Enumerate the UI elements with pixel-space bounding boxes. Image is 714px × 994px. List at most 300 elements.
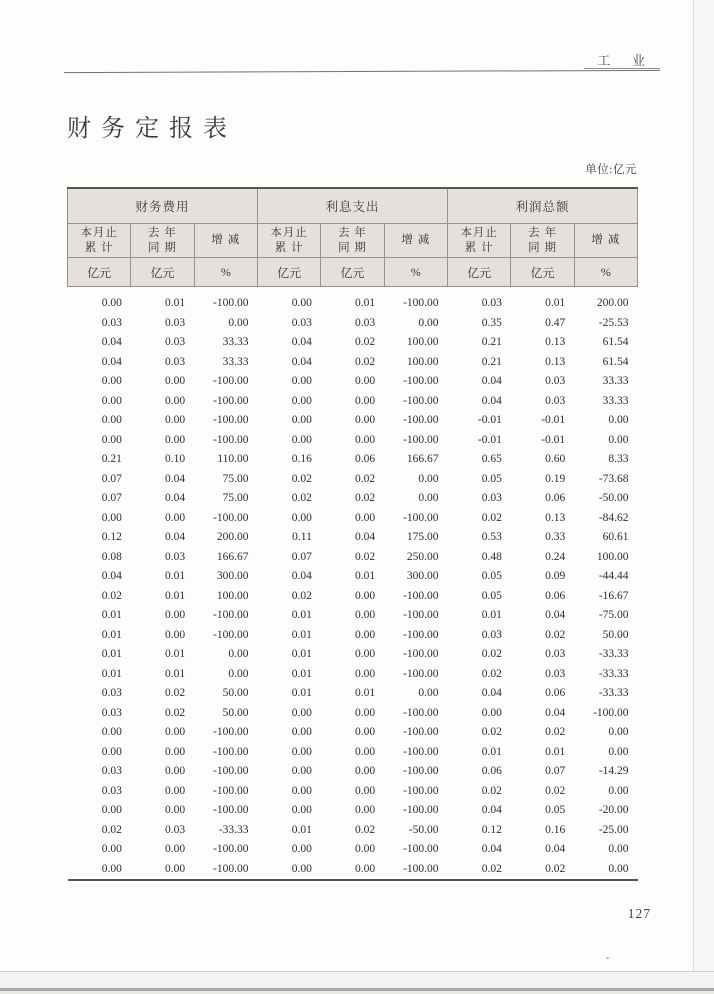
table-cell: 0.00 <box>291 297 312 309</box>
table-row <box>68 665 638 685</box>
table-cell: -100.00 <box>213 862 249 875</box>
column-group-total-profit: 利润总额 <box>448 188 638 224</box>
table-row <box>68 431 638 451</box>
table-cell: 0.01 <box>165 648 186 660</box>
table-cell: 0.02 <box>355 492 376 504</box>
table-cell: 0.02 <box>101 823 122 836</box>
table-body <box>68 287 638 881</box>
table-cell: 0.03 <box>545 375 566 387</box>
table-cell: 0.02 <box>355 472 376 485</box>
table-cell: 0.02 <box>355 355 376 368</box>
table-cell: 0.03 <box>545 394 566 407</box>
sub-header-row <box>68 224 638 258</box>
table-cell: 0.04 <box>101 570 122 582</box>
table-cell: -50.00 <box>408 823 439 836</box>
column-header-change: 增 减 <box>384 224 447 258</box>
table-cell: -100.00 <box>403 511 439 524</box>
table-cell: 0.02 <box>545 726 566 738</box>
table-cell: -100.00 <box>403 765 439 777</box>
table-cell: 33.33 <box>602 375 629 387</box>
table-row <box>68 392 638 412</box>
table-row <box>68 450 638 470</box>
page-number: 127 <box>627 906 651 921</box>
table-cell: 0.02 <box>165 687 186 699</box>
table-cell: 0.04 <box>291 570 312 582</box>
table-cell: 61.54 <box>602 355 629 368</box>
table-cell: 0.04 <box>165 472 186 485</box>
table-cell: 0.02 <box>545 862 566 875</box>
table-row <box>68 353 638 373</box>
table-cell: 33.33 <box>222 336 249 348</box>
table-cell: 50.00 <box>602 628 629 641</box>
table-row <box>68 509 638 529</box>
table-cell: 0.03 <box>481 492 502 504</box>
table-cell: 0.00 <box>608 414 629 426</box>
column-header-last-year: 去 年 同 期 <box>511 224 574 258</box>
table-cell: -100.00 <box>403 414 439 426</box>
table-cell: 0.00 <box>165 745 186 758</box>
table-cell: 0.19 <box>545 472 566 485</box>
unit-cell: % <box>384 258 447 287</box>
table-cell: 0.05 <box>481 589 502 602</box>
table-cell: 300.00 <box>406 570 439 582</box>
table-cell: -0.01 <box>477 414 502 426</box>
table-cell: 0.00 <box>291 394 312 407</box>
table-cell: 0.03 <box>545 648 566 660</box>
table-cell: 250.00 <box>406 550 439 563</box>
unit-cell: 亿元 <box>448 258 511 287</box>
table-cell: -16.67 <box>598 589 629 602</box>
column-header-cumulative: 本月止 累 计 <box>448 224 511 258</box>
column-group-financial-expenses: 财务费用 <box>68 188 258 224</box>
table-cell: 0.00 <box>291 726 312 738</box>
table-cell: 0.47 <box>545 316 566 329</box>
unit-cell: 亿元 <box>321 258 384 287</box>
table-row <box>68 470 638 490</box>
table-cell: 0.06 <box>355 453 376 465</box>
table-cell: 0.00 <box>101 414 122 426</box>
table-cell: 0.00 <box>291 784 312 797</box>
table-cell: 0.07 <box>291 550 312 563</box>
table-cell: 0.04 <box>481 687 502 699</box>
table-cell: 0.07 <box>101 472 122 485</box>
table-cell: 0.03 <box>165 316 186 329</box>
table-cell: 0.00 <box>355 433 376 446</box>
table-cell: 0.00 <box>418 492 439 504</box>
table-cell: 0.00 <box>101 433 122 446</box>
table-cell: 0.09 <box>545 570 566 582</box>
table-cell: 175.00 <box>406 531 439 543</box>
table-cell: 0.04 <box>101 355 122 368</box>
table-cell: 0.33 <box>545 531 566 543</box>
table-row <box>68 645 638 665</box>
table-cell: 0.01 <box>291 648 312 660</box>
table-cell: 0.01 <box>101 628 122 641</box>
table-cell: -100.00 <box>403 297 439 309</box>
table-cell: 0.10 <box>165 453 186 465</box>
table-cell: 0.01 <box>291 609 312 621</box>
table-cell: -100.00 <box>213 394 249 407</box>
table-cell: 0.00 <box>165 726 186 738</box>
table-cell: -100.00 <box>213 804 249 816</box>
table-cell: 0.00 <box>355 765 376 777</box>
unit-row <box>68 258 638 287</box>
table-cell: -100.00 <box>403 394 439 407</box>
table-cell: -100.00 <box>593 706 629 719</box>
table-cell: 0.01 <box>545 297 566 309</box>
table-cell: 0.01 <box>101 667 122 680</box>
table-cell: 0.01 <box>355 297 376 309</box>
column-header-last-year: 去 年 同 期 <box>321 224 384 258</box>
table-cell: 0.16 <box>291 453 312 465</box>
table-cell: 200.00 <box>596 297 629 309</box>
scan-right-edge-line <box>693 0 694 994</box>
table-cell: 0.01 <box>291 667 312 680</box>
table-cell: -33.33 <box>598 648 629 660</box>
table-cell: -100.00 <box>213 765 249 777</box>
table-row <box>68 548 638 568</box>
table-cell: 0.00 <box>355 745 376 758</box>
table-cell: 110.00 <box>217 453 249 465</box>
table-row <box>68 528 638 548</box>
table-cell: 0.00 <box>355 394 376 407</box>
table-cell: -33.33 <box>598 687 629 699</box>
table-row <box>68 489 638 509</box>
table-cell: 0.00 <box>608 843 629 855</box>
table-cell: 0.00 <box>101 804 122 816</box>
table-cell: 0.00 <box>291 511 312 524</box>
table-cell: 0.02 <box>481 726 502 738</box>
table-cell: 0.00 <box>165 511 186 524</box>
table-cell: 8.33 <box>608 453 629 465</box>
table-cell: 0.05 <box>481 472 502 485</box>
column-header-last-year: 去 年 同 期 <box>131 224 194 258</box>
table-cell: 0.60 <box>545 453 566 465</box>
table-cell: 0.01 <box>481 745 502 758</box>
table-cell: 0.03 <box>355 316 376 329</box>
table-cell: 0.02 <box>291 492 312 504</box>
table-cell: 0.02 <box>481 784 502 797</box>
running-head: 工 业 <box>597 53 654 68</box>
table-cell: 0.04 <box>291 336 312 348</box>
table-cell: 0.00 <box>291 843 312 855</box>
table-cell: 100.00 <box>406 355 439 368</box>
table-cell: -73.68 <box>598 472 629 485</box>
table-cell: 0.00 <box>101 862 122 875</box>
table-cell: 0.03 <box>101 765 122 777</box>
table-cell: -100.00 <box>213 745 249 758</box>
table-cell: 0.00 <box>355 589 376 602</box>
table-cell: 0.00 <box>355 843 376 855</box>
table-cell: 0.03 <box>481 628 502 641</box>
table-row <box>68 801 638 821</box>
table-cell: 0.48 <box>481 550 502 563</box>
table-cell: 0.05 <box>545 804 566 816</box>
table-cell: -100.00 <box>213 433 249 446</box>
column-header-change: 增 减 <box>194 224 257 258</box>
table-row <box>68 762 638 782</box>
table-header <box>68 188 638 287</box>
table-cell: -100.00 <box>403 628 439 641</box>
table-cell: 0.03 <box>165 550 186 563</box>
table-cell: -25.00 <box>598 823 629 836</box>
table-cell: 0.00 <box>291 765 312 777</box>
table-cell: 0.00 <box>228 667 249 680</box>
table-cell: 0.03 <box>165 823 186 836</box>
table-cell: 0.06 <box>481 765 502 777</box>
table-cell: 0.00 <box>291 375 312 387</box>
unit-cell: % <box>194 258 257 287</box>
financial-report-table <box>67 187 638 881</box>
table-cell: -100.00 <box>213 784 249 797</box>
table-row <box>68 587 638 607</box>
table-cell: 0.04 <box>545 843 566 855</box>
table-cell: 0.24 <box>545 550 566 563</box>
table-cell: 0.00 <box>165 609 186 621</box>
table-cell: -100.00 <box>403 745 439 758</box>
table-cell: 0.11 <box>292 531 312 543</box>
table-cell: 0.00 <box>418 687 439 699</box>
table-cell: 0.01 <box>165 589 186 602</box>
header-rule <box>64 70 660 73</box>
table-cell: 0.02 <box>291 472 312 485</box>
table-cell: 0.00 <box>165 433 186 446</box>
table-cell: 0.06 <box>545 589 566 602</box>
table-cell: 0.03 <box>165 355 186 368</box>
table-cell: 0.07 <box>101 492 122 504</box>
table-cell: 0.00 <box>101 394 122 407</box>
table-cell: -100.00 <box>213 628 249 641</box>
table-cell: -100.00 <box>403 784 439 797</box>
table-cell: 0.01 <box>101 609 122 621</box>
column-header-cumulative: 本月止 累 计 <box>68 224 131 258</box>
table-cell: 0.00 <box>101 843 122 855</box>
table-cell: 0.00 <box>608 784 629 797</box>
table-cell: 0.02 <box>481 648 502 660</box>
table-cell: 60.61 <box>602 531 629 543</box>
table-cell: 0.01 <box>165 667 186 680</box>
table-cell: 0.08 <box>101 550 122 563</box>
table-cell: 0.21 <box>101 453 122 465</box>
table-cell: 100.00 <box>596 550 629 563</box>
scan-bottom-band <box>0 972 714 988</box>
table-cell: 0.01 <box>355 687 376 699</box>
table-cell: 0.00 <box>355 648 376 660</box>
table-cell: 0.05 <box>481 570 502 582</box>
page-title: 财务定报表 <box>67 116 237 142</box>
table-cell: 0.03 <box>545 667 566 680</box>
table-cell: 0.01 <box>355 570 376 582</box>
table-cell: 0.21 <box>481 336 502 348</box>
table-cell: 0.00 <box>355 667 376 680</box>
table-cell: -75.00 <box>598 609 629 621</box>
table-cell: 166.67 <box>216 550 249 563</box>
table-cell: 0.04 <box>355 531 376 543</box>
group-header-row <box>68 188 638 224</box>
table-cell: 0.00 <box>291 862 312 875</box>
table-cell: -33.33 <box>598 667 629 680</box>
table-cell: 0.04 <box>481 843 502 855</box>
table-cell: 0.04 <box>481 804 502 816</box>
scan-speck <box>606 957 609 959</box>
table-cell: 0.00 <box>355 784 376 797</box>
table-cell: 0.02 <box>481 862 502 875</box>
table-cell: 0.00 <box>101 511 122 524</box>
unit-cell: 亿元 <box>131 258 194 287</box>
table-cell: 0.00 <box>608 433 629 446</box>
table-row <box>68 704 638 724</box>
table-cell: 0.00 <box>291 433 312 446</box>
unit-note: 单位:亿元 <box>585 164 637 176</box>
table-cell: -100.00 <box>403 589 439 602</box>
table-cell: 0.04 <box>101 336 122 348</box>
table-cell: 0.06 <box>545 492 566 504</box>
table-cell: -25.53 <box>598 316 629 329</box>
table-cell: 0.13 <box>545 511 566 524</box>
table-cell: 0.07 <box>545 765 566 777</box>
scan-right-edge <box>694 0 714 994</box>
table-cell: 300.00 <box>216 570 249 582</box>
column-header-change: 增 减 <box>574 224 637 258</box>
table-cell: 0.01 <box>291 687 312 699</box>
table-cell: 0.04 <box>481 375 502 387</box>
table-cell: -0.01 <box>477 433 502 446</box>
table-cell: 0.04 <box>165 531 186 543</box>
table-cell: 0.04 <box>545 706 566 719</box>
table-cell: -100.00 <box>213 375 249 387</box>
table-cell: -14.29 <box>598 765 629 777</box>
table-cell: 0.03 <box>101 687 122 699</box>
table-cell: 0.03 <box>101 316 122 329</box>
table-row <box>68 372 638 392</box>
table-cell: -100.00 <box>403 648 439 660</box>
table-cell: -100.00 <box>403 862 439 875</box>
table-cell: -100.00 <box>403 433 439 446</box>
table-cell: -100.00 <box>213 297 249 309</box>
table-cell: 0.00 <box>355 628 376 641</box>
table-cell: 0.00 <box>165 394 186 407</box>
table-cell: -100.00 <box>403 726 439 738</box>
table-cell: 33.33 <box>602 394 629 407</box>
table-cell: -100.00 <box>213 414 249 426</box>
table-cell: -100.00 <box>403 609 439 621</box>
table-row <box>68 333 638 353</box>
table-cell: 0.01 <box>481 609 502 621</box>
table-cell: 50.00 <box>222 706 249 719</box>
table-cell: 0.01 <box>291 823 312 836</box>
column-header-cumulative: 本月止 累 计 <box>258 224 321 258</box>
table-cell: 0.12 <box>481 823 502 836</box>
table-cell: 61.54 <box>602 336 629 348</box>
table-cell: 0.01 <box>101 648 122 660</box>
table-cell: 0.00 <box>165 765 186 777</box>
table-cell: -100.00 <box>403 375 439 387</box>
table-cell: -100.00 <box>403 667 439 680</box>
table-cell: 75.00 <box>222 492 249 504</box>
table-row <box>68 411 638 431</box>
table-cell: 0.04 <box>291 355 312 368</box>
table-row <box>68 743 638 763</box>
table-cell: 200.00 <box>216 531 249 543</box>
table-cell: -84.62 <box>598 511 629 524</box>
table-cell: 0.00 <box>355 706 376 719</box>
table-cell: 0.00 <box>608 726 629 738</box>
table-cell: -100.00 <box>403 804 439 816</box>
table-row <box>68 567 638 587</box>
table-cell: 0.02 <box>481 511 502 524</box>
table-cell: 0.12 <box>101 531 122 543</box>
table-cell: 100.00 <box>216 589 249 602</box>
table-cell: -100.00 <box>213 511 249 524</box>
table-cell: 0.00 <box>101 375 122 387</box>
table-cell: 0.00 <box>481 706 502 719</box>
table-cell: 0.02 <box>291 589 312 602</box>
table-cell: 0.13 <box>545 336 566 348</box>
table-cell: 0.53 <box>481 531 502 543</box>
table-row <box>68 287 638 314</box>
table-cell: 0.03 <box>481 297 502 309</box>
table-cell: 0.04 <box>545 609 566 621</box>
table-cell: 0.35 <box>481 316 502 329</box>
table-cell: 0.00 <box>608 862 629 875</box>
table-cell: -100.00 <box>213 609 249 621</box>
table-cell: 0.02 <box>101 589 122 602</box>
table-cell: -20.00 <box>598 804 629 816</box>
table-cell: 0.00 <box>418 316 439 329</box>
unit-cell: 亿元 <box>258 258 321 287</box>
table-cell: 0.00 <box>355 804 376 816</box>
table-cell: 0.02 <box>481 667 502 680</box>
table-row <box>68 782 638 802</box>
table-row <box>68 840 638 860</box>
table-cell: 0.00 <box>228 648 249 660</box>
table-cell: 0.00 <box>355 726 376 738</box>
table-cell: 0.03 <box>165 336 186 348</box>
table-cell: 0.00 <box>101 726 122 738</box>
table-cell: 0.00 <box>291 414 312 426</box>
table-cell: 0.65 <box>481 453 502 465</box>
unit-cell: % <box>574 258 637 287</box>
table-row <box>68 723 638 743</box>
table-cell: 0.21 <box>481 355 502 368</box>
table-cell: 0.02 <box>165 706 186 719</box>
table-row <box>68 821 638 841</box>
table-cell: 75.00 <box>222 472 249 485</box>
table-cell: 0.02 <box>545 628 566 641</box>
table-row <box>68 626 638 646</box>
table-cell: 0.00 <box>165 862 186 875</box>
table-cell: 0.01 <box>291 628 312 641</box>
table-cell: 0.01 <box>545 745 566 758</box>
table-cell: 0.00 <box>355 862 376 875</box>
unit-cell: 亿元 <box>68 258 131 287</box>
table-row <box>68 684 638 704</box>
table-cell: 0.02 <box>355 823 376 836</box>
table-cell: -33.33 <box>218 823 249 836</box>
table-row <box>68 606 638 626</box>
table-cell: 0.00 <box>291 706 312 719</box>
table-cell: 0.03 <box>291 316 312 329</box>
table-cell: 0.00 <box>291 804 312 816</box>
table-cell: 0.02 <box>545 784 566 797</box>
table-cell: 0.04 <box>481 394 502 407</box>
table-cell: -100.00 <box>403 843 439 855</box>
unit-cell: 亿元 <box>511 258 574 287</box>
table-cell: 0.00 <box>101 745 122 758</box>
table-cell: -50.00 <box>598 492 629 504</box>
table-cell: 0.00 <box>101 297 122 309</box>
table-cell: 0.03 <box>101 784 122 797</box>
